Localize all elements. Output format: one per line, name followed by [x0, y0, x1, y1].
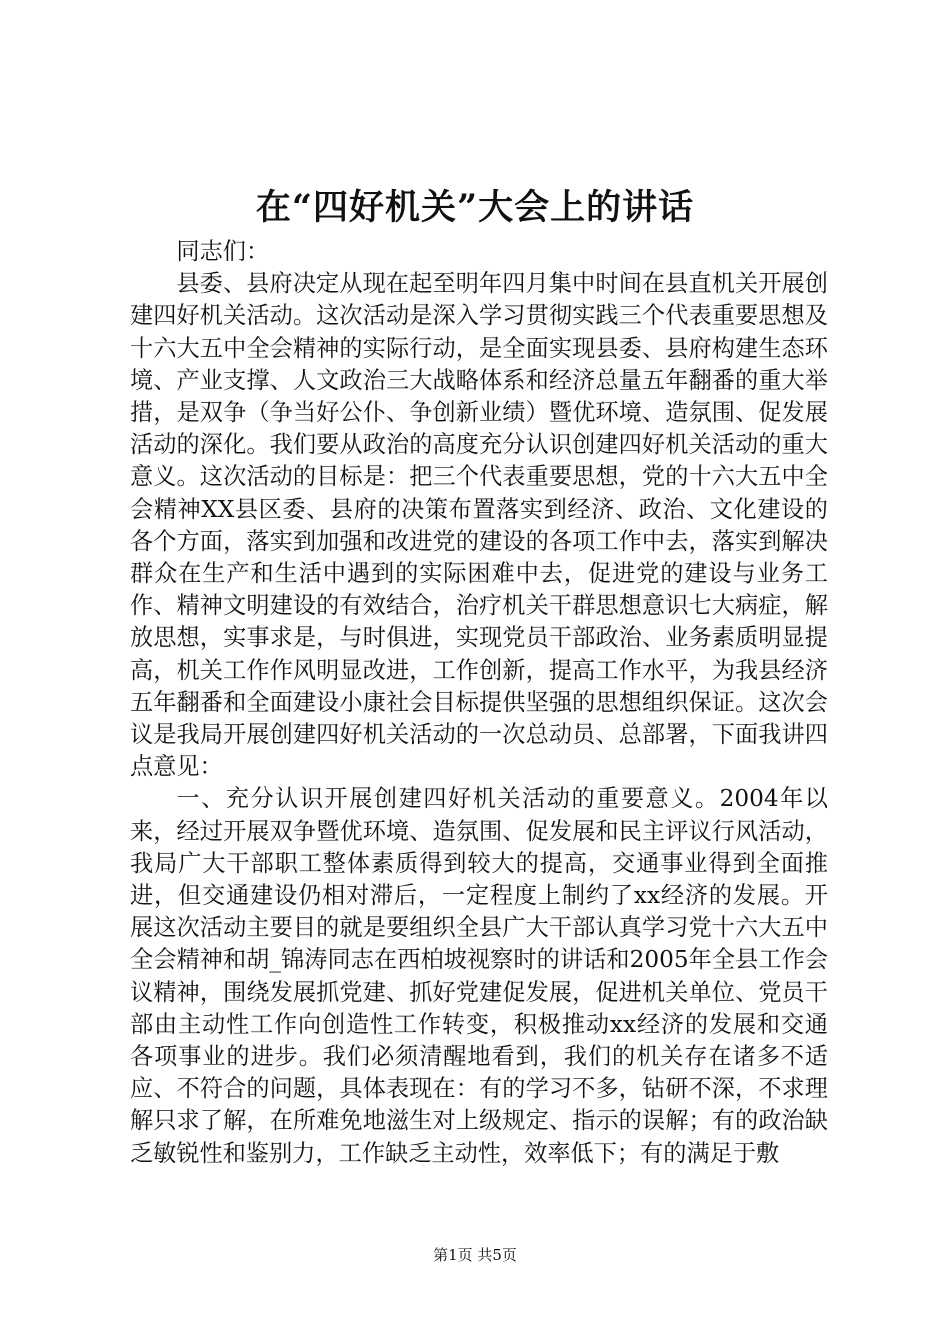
document-body — [130, 236, 828, 1170]
intro-paragraph: 县委、县府决定从现在起至明年四月集中时间在县直机关开展创建四好机关活动。这次活动是深入学习贯彻实践三个代表重要思想及十六大五中全会精神的实际行动，是全面实现县委、县府构建生态环境、产业支撑、人文政治三大战略体系和经济总量五年翻番的重大举措，是双争（争当好公仆、争创新业绩）暨优环境、造氛围、促发展活动的深化。我们要从政治的高度充分认识创建四好机关活动的重大意义。这次活动的目标是：把三个代表重要思想，党的十六大五中全会精神XX县区委、县府的决策布置落实到经济、政治、文化建设的各个方面，落实到加强和改进党的建设的各项工作中去，落实到解决群众在生产和生活中遇到的实际困难中去，促进党的建设与业务工作、精神文明建设的有效结合，治疗机关干群思想意识七大病症，解放思想，实事求是，与时俱进，实现党员干部政治、业务素质明显提高，机关工作作风明显改进，工作创新，提高工作水平，为我县经济五年翻番和全面建设小康社会目标提供坚强的思想组织保证。这次会议是我局开展创建四好机关活动的一次总动员、总部署，下面我讲四点意见： — [130, 270, 828, 781]
page-footer: 第1页 共5页 — [433, 1246, 517, 1264]
salutation-paragraph: 同志们： — [176, 238, 270, 265]
page-title: 在“四好机关”大会上的讲话 — [255, 187, 695, 228]
section-one-paragraph: 一、充分认识开展创建四好机关活动的重要意义。2004年以来，经过开展双争暨优环境、造氛围、促发展和民主评议行风活动，我局广大干部职工整体素质得到较大的提高，交通事业得到全面推进，但交通建设仍相对滞后，一定程度上制约了xx经济的发展。开展这次活动主要目的就是要组织全县广大干部认真学习党十六大五中全会精神和胡_锦涛同志在西柏坡视察时的讲话和2005年全县工作会议精神，围绕发展抓党建、抓好党建促发展，促进机关单位、党员干部由主动性工作向创造性工作转变，积极推动xx经济的发展和交通各项事业的进步。我们必须清醒地看到，我们的机关存在诸多不适应、不符合的问题，具体表现在：有的学习不多，钻研不深，不求理解只求了解，在所难免地滋生对上级规定、指示的误解；有的政治缺乏敏锐性和鉴别力，工作缺乏主动性，效率低下；有的满足于敷 — [130, 785, 828, 1167]
